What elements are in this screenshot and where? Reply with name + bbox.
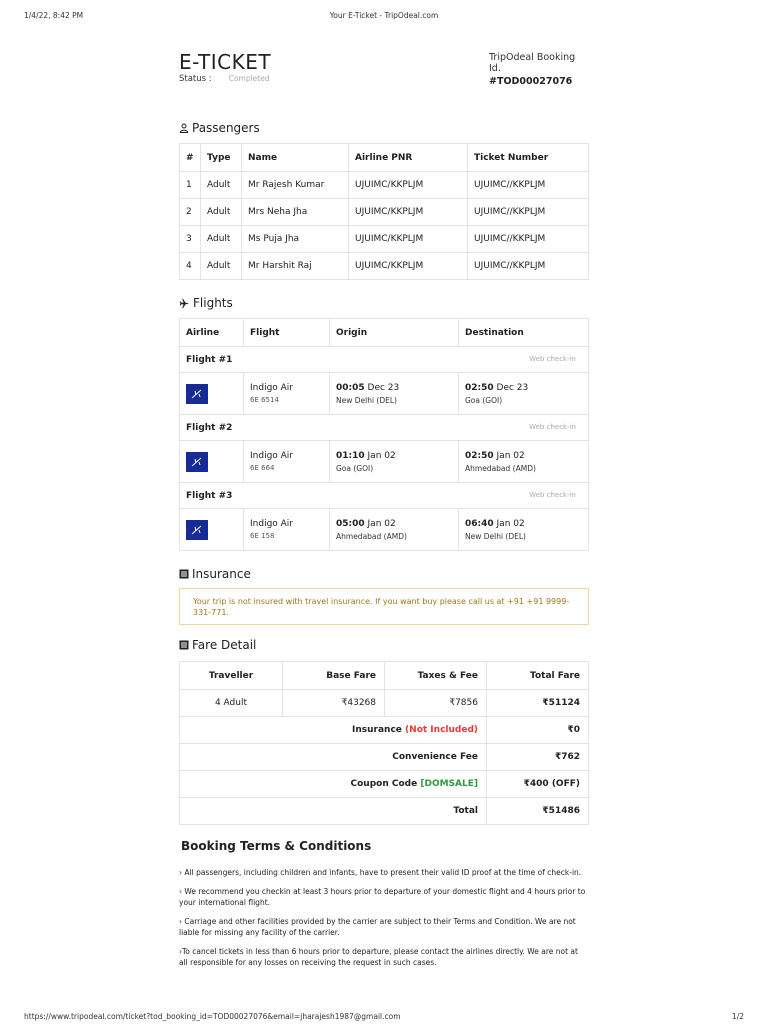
arrival-time: 06:40 — [465, 518, 494, 529]
convenience-fee-value: ₹762 — [487, 744, 589, 771]
column-header: Ticket Number — [468, 144, 589, 172]
ticket-header — [179, 50, 589, 100]
table-header-row — [180, 319, 589, 347]
passengers-title — [179, 120, 589, 136]
insurance-value: ₹0 — [487, 717, 589, 744]
flights-title — [179, 295, 589, 311]
convenience-fee-row — [180, 744, 589, 771]
column-header: Destination — [459, 319, 589, 347]
table-row — [180, 199, 589, 226]
table-cell: UJUIMC/KKPLJM — [349, 226, 468, 253]
departure-time: 01:10 — [336, 450, 365, 461]
coupon-label: Coupon Code — [350, 779, 418, 789]
column-header: Base Fare — [283, 662, 385, 690]
table-cell: 2 — [180, 199, 201, 226]
flight-label-row — [180, 415, 589, 441]
flight-label: Flight #2 — [186, 422, 233, 433]
terms-item: ›To cancel tickets in less than 6 hours prior to departure, please contact the airlines directly. We are not at all responsible for any losses on receiving the request in such cases. — [179, 947, 578, 967]
terms-item: › All passengers, including children and infants, have to present their valid ID proof at the time of check-in. — [179, 868, 582, 877]
status-badge: Completed — [228, 74, 270, 83]
print-title: Your E-Ticket - TripOdeal.com — [329, 11, 439, 20]
column-header: Traveller — [180, 662, 283, 690]
print-url: https://www.tripodeal.com/ticket?tod_booking_id=TOD00027076&email=jharajesh1987@gmail.com — [24, 1012, 401, 1021]
departure-time: 00:05 — [336, 382, 365, 393]
insurance-title — [179, 566, 589, 582]
table-cell: Mr Harshit Raj — [242, 253, 349, 280]
table-row — [180, 172, 589, 199]
table-header-row — [180, 144, 589, 172]
flight-row — [180, 373, 589, 415]
fare-title-label: Fare Detail — [192, 638, 257, 652]
flight-label: Flight #1 — [186, 354, 233, 365]
page-title: E-TICKET — [179, 50, 272, 74]
table-row — [180, 226, 589, 253]
airline-name: Indigo Air — [250, 519, 294, 529]
airline-name: Indigo Air — [250, 451, 294, 461]
column-header: Type — [201, 144, 242, 172]
origin-city: New Delhi (DEL) — [336, 395, 397, 405]
web-checkin-link[interactable]: Web check-in — [529, 354, 576, 363]
indigo-logo-icon — [186, 452, 208, 472]
table-cell: Adult — [201, 226, 242, 253]
traveller-cell: 4 Adult — [180, 690, 283, 717]
flight-label-row — [180, 483, 589, 509]
flight-row — [180, 441, 589, 483]
flight-label: Flight #3 — [186, 490, 233, 501]
column-header: Origin — [330, 319, 459, 347]
table-header-row — [180, 662, 589, 690]
insurance-title-label: Insurance — [192, 567, 251, 581]
table-cell: UJUIMC//KKPLJM — [468, 172, 589, 199]
departure-date: Dec 23 — [367, 382, 400, 393]
table-cell: 1 — [180, 172, 201, 199]
total-fare-cell: ₹51124 — [487, 690, 589, 717]
convenience-fee-label: Convenience Fee — [180, 744, 487, 771]
origin-city: Goa (GOI) — [336, 463, 374, 473]
total-label: Total — [180, 798, 487, 825]
column-header: Total Fare — [487, 662, 589, 690]
arrival-time: 02:50 — [465, 450, 494, 461]
table-row — [180, 690, 589, 717]
taxes-cell: ₹7856 — [385, 690, 487, 717]
web-checkin-link[interactable]: Web check-in — [529, 422, 576, 431]
fare-table — [179, 661, 589, 825]
table-row — [180, 253, 589, 280]
insurance-row — [180, 717, 589, 744]
flight-code: 6E 158 — [250, 532, 275, 540]
base-fare-cell: ₹43268 — [283, 690, 385, 717]
print-date: 1/4/22, 8:42 PM — [24, 11, 84, 20]
arrival-date: Jan 02 — [496, 450, 525, 461]
total-value: ₹51486 — [487, 798, 589, 825]
terms-item: › We recommend you checkin at least 3 hours prior to departure of your domestic flight and 4 hours prior to your international flight. — [179, 887, 586, 907]
destination-city: Ahmedabad (AMD) — [465, 463, 536, 473]
departure-date: Jan 02 — [367, 518, 396, 529]
fare-title — [179, 637, 589, 653]
insurance-label: Insurance — [352, 725, 402, 735]
ticket-content — [179, 50, 589, 976]
terms-title: Booking Terms & Conditions — [181, 839, 372, 853]
user-icon — [179, 123, 189, 133]
table-cell: UJUIMC/KKPLJM — [349, 172, 468, 199]
coupon-code: [DOMSALE] — [420, 779, 478, 789]
booking-id-label: TripOdeal Booking Id. — [489, 52, 576, 74]
insurance-notice: Your trip is not insured with travel insurance. If you want buy please call us at +91 +91 9999-331-771. — [179, 588, 589, 625]
arrival-time: 02:50 — [465, 382, 494, 393]
flights-table — [179, 318, 589, 551]
column-header: Name — [242, 144, 349, 172]
flights-title-label: Flights — [193, 296, 233, 310]
flight-row — [180, 509, 589, 551]
flight-label-row — [180, 347, 589, 373]
booking-id-block — [489, 52, 589, 87]
arrival-date: Jan 02 — [496, 518, 525, 529]
origin-city: Ahmedabad (AMD) — [336, 531, 407, 541]
column-header: Airline — [180, 319, 244, 347]
insurance-status: (Not Included) — [405, 725, 478, 735]
booking-id-value: #TOD00027076 — [489, 76, 573, 87]
flight-code: 6E 6514 — [250, 396, 279, 404]
flight-code: 6E 664 — [250, 464, 275, 472]
list-icon — [179, 640, 189, 650]
destination-city: New Delhi (DEL) — [465, 531, 526, 541]
table-cell: Ms Puja Jha — [242, 226, 349, 253]
table-cell: 4 — [180, 253, 201, 280]
arrival-date: Dec 23 — [496, 382, 529, 393]
status-label: Status : — [179, 74, 212, 84]
table-cell: Adult — [201, 253, 242, 280]
coupon-row — [180, 771, 589, 798]
destination-city: Goa (GOI) — [465, 395, 503, 405]
table-cell: Adult — [201, 199, 242, 226]
terms-item: › Carriage and other facilities provided by the carrier are subject to their Terms and Condition. We are not liable for missing any facility of the carrier. — [179, 917, 576, 937]
list-icon — [179, 569, 189, 579]
table-cell: UJUIMC//KKPLJM — [468, 199, 589, 226]
table-cell: Mrs Neha Jha — [242, 199, 349, 226]
passengers-table — [179, 143, 589, 280]
column-header: Airline PNR — [349, 144, 468, 172]
table-cell: 3 — [180, 226, 201, 253]
departure-date: Jan 02 — [367, 450, 396, 461]
coupon-value: ₹400 (OFF) — [487, 771, 589, 798]
passengers-title-label: Passengers — [192, 121, 260, 135]
indigo-logo-icon — [186, 384, 208, 404]
indigo-logo-icon — [186, 520, 208, 540]
column-header: # — [180, 144, 201, 172]
table-cell: Adult — [201, 172, 242, 199]
status-row — [179, 74, 270, 84]
page-number: 1/2 — [731, 1012, 744, 1021]
column-header: Flight — [244, 319, 330, 347]
total-row — [180, 798, 589, 825]
table-cell: UJUIMC//KKPLJM — [468, 253, 589, 280]
table-cell: UJUIMC/KKPLJM — [349, 253, 468, 280]
table-cell: Mr Rajesh Kumar — [242, 172, 349, 199]
airplane-icon — [179, 298, 190, 309]
web-checkin-link[interactable]: Web check-in — [529, 490, 576, 499]
table-cell: UJUIMC//KKPLJM — [468, 226, 589, 253]
column-header: Taxes & Fee — [385, 662, 487, 690]
table-cell: UJUIMC/KKPLJM — [349, 199, 468, 226]
departure-time: 05:00 — [336, 518, 365, 529]
airline-name: Indigo Air — [250, 383, 294, 393]
terms-list — [179, 867, 589, 968]
